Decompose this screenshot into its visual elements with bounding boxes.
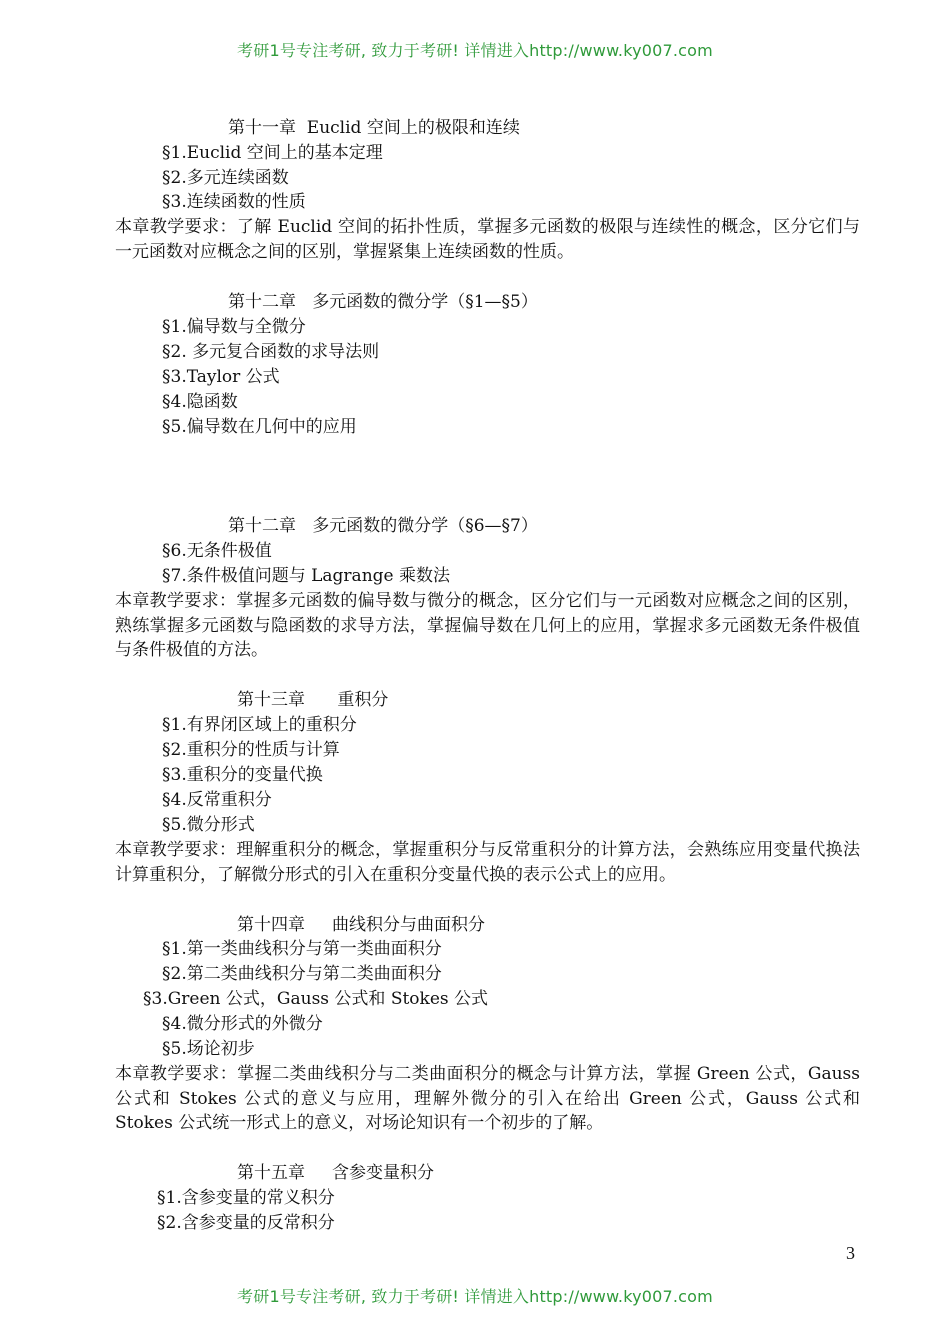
chapter-12a-section-2: §2. 多元复合函数的求导法则 [162,342,380,362]
header-banner: 考研1号专注考研, 致力于考研! 详情进入http://www.ky007.com [237,41,713,60]
chapter-13-requirements: 本章教学要求：理解重积分的概念，掌握重积分与反常重积分的计算方法，会熟练应用变量代换法计算重积分，了解微分形式的引入在重积分变量代换的表示公式上的应用。 [115,840,860,885]
chapter-14-section-5: §5.场论初步 [162,1039,255,1059]
chapter-13-section-3: §3.重积分的变量代换 [162,765,323,785]
chapter-11-requirements: 本章教学要求：了解 Euclid 空间的拓扑性质，掌握多元函数的极限与连续性的概念，区分它们与一元函数对应概念之间的区别，掌握紧集上连续函数的性质。 [115,217,860,262]
chapter-12a-section-5: §5.偏导数在几何中的应用 [162,417,357,437]
chapter-12b-requirements: 本章教学要求：掌握多元函数的偏导数与微分的概念，区分它们与一元函数对应概念之间的区别，熟练掌握多元函数与隐函数的求导方法，掌握偏导数在几何上的应用，掌握求多元函数无条件极值与条件极值的方法。 [115,591,860,660]
chapter-12a-section-4: §4.隐函数 [162,392,238,412]
footer-banner: 考研1号专注考研, 致力于考研! 详情进入http://www.ky007.com [237,1287,713,1306]
chapter-14-section-3: §3.Green 公式，Gauss 公式和 Stokes 公式 [143,989,489,1009]
chapter-14-title: 第十四章 曲线积分与曲面积分 [237,915,486,935]
chapter-12a-title: 第十二章 多元函数的微分学（§1—§5） [228,292,538,312]
chapter-13-section-2: §2.重积分的性质与计算 [162,740,340,760]
chapter-12b-title: 第十二章 多元函数的微分学（§6—§7） [228,516,538,536]
chapter-13-title: 第十三章 重积分 [237,690,389,710]
chapter-13-section-4: §4.反常重积分 [162,790,272,810]
chapter-12b-section-6: §6.无条件极值 [162,541,272,561]
chapter-14-requirements: 本章教学要求：掌握二类曲线积分与二类曲面积分的概念与计算方法，掌握 Green 公式，Gauss 公式和 Stokes 公式的意义与应用，理解外微分的引入在给出 Green 公式，Gauss 公式和 Stokes 公式统一形式上的意义，对场论知识有一个初步的了解。 [115,1064,860,1133]
chapter-15-title: 第十五章 含参变量积分 [237,1163,435,1183]
chapter-14-section-4: §4.微分形式的外微分 [162,1014,323,1034]
chapter-11-section-2: §2.多元连续函数 [162,168,289,188]
chapter-11-section-1: §1.Euclid 空间上的基本定理 [162,143,383,163]
chapter-12a-section-1: §1.偏导数与全微分 [162,317,306,337]
chapter-11-title: 第十一章 Euclid 空间上的极限和连续 [228,118,520,138]
chapter-14-section-2: §2.第二类曲线积分与第二类曲面积分 [162,964,442,984]
chapter-12a-section-3: §3.Taylor 公式 [162,367,280,387]
page-number: 3 [846,1243,855,1263]
chapter-13-section-5: §5.微分形式 [162,815,255,835]
chapter-14-section-1: §1.第一类曲线积分与第一类曲面积分 [162,939,442,959]
chapter-15-section-2: §2.含参变量的反常积分 [157,1213,335,1233]
chapter-11-section-3: §3.连续函数的性质 [162,192,306,212]
chapter-13-section-1: §1.有界闭区域上的重积分 [162,715,357,735]
chapter-15-section-1: §1.含参变量的常义积分 [157,1188,335,1208]
chapter-12b-section-7: §7.条件极值问题与 Lagrange 乘数法 [162,566,450,586]
